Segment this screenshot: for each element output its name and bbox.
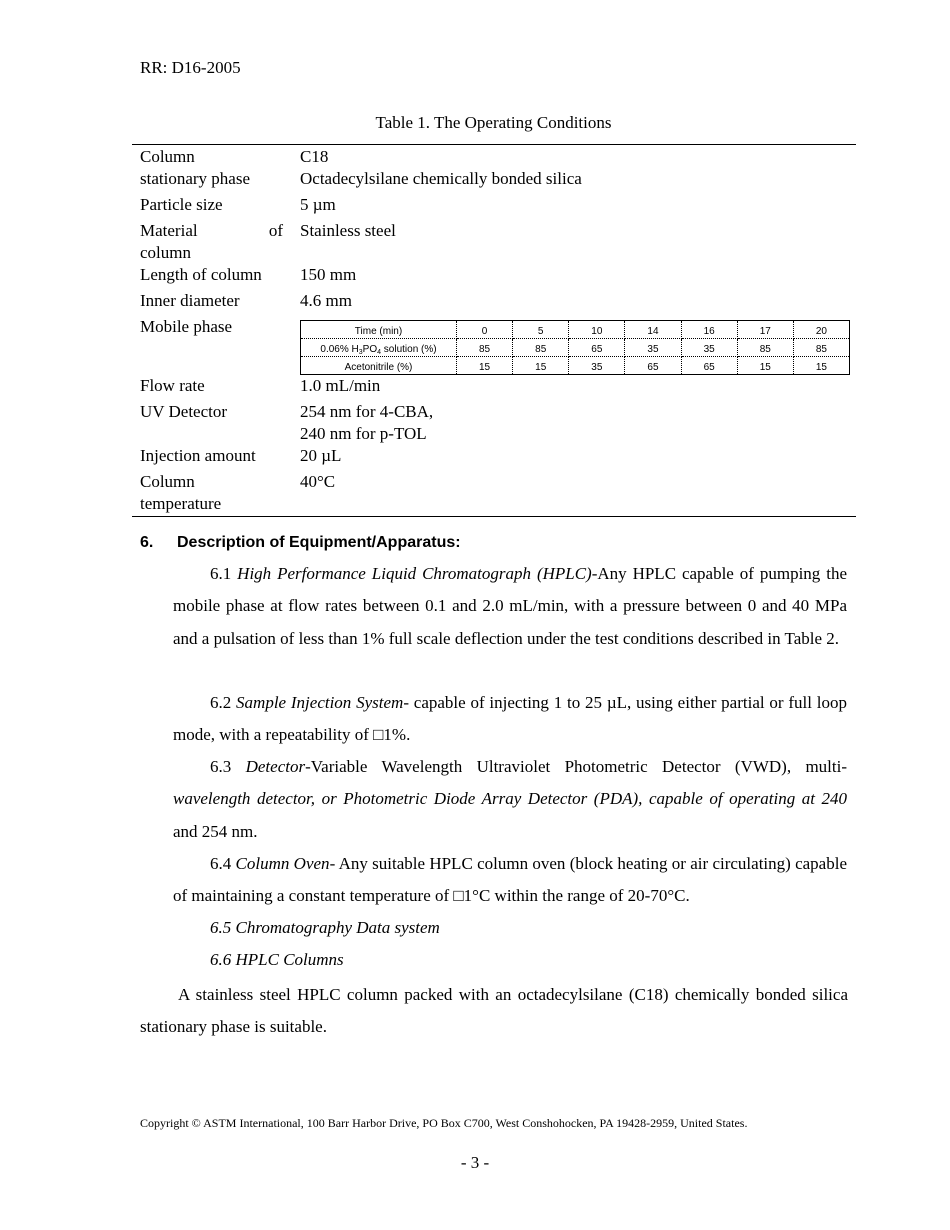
- row-label: [132, 216, 291, 264]
- table-row: [132, 397, 856, 445]
- paragraph-6-1: 6.1 High Performance Liquid Chromatograph (HPLC)-Any HPLC capable of pumping the mobile phase at flow rates between 0.1 and 2.0 mL/min, with a pressure between 0 and 40 MPa and a pulsation of less than 1% full scale deflection under the test conditions described in Table 2.: [173, 564, 847, 648]
- table-caption: Table 1. The Operating Conditions: [375, 113, 612, 132]
- table-row: [132, 286, 856, 312]
- gradient-cell: 14: [625, 321, 681, 339]
- table-row: [132, 216, 856, 264]
- table-row: [132, 445, 856, 467]
- gradient-cell: 15: [457, 357, 513, 375]
- row-value: 254 nm for 4-CBA, 240 nm for p-TOL: [300, 402, 434, 443]
- row-value: C18: [300, 147, 329, 166]
- row-value: 4.6 mm: [300, 291, 352, 310]
- mobile-phase-gradient-table: [300, 320, 850, 375]
- row-value: 1.0 mL/min: [300, 376, 381, 395]
- gradient-cell: 85: [513, 339, 569, 357]
- gradient-label: 0.06% $H_3PO_4$ solution (%): [301, 339, 457, 357]
- row-value: 20 µL: [300, 446, 342, 465]
- mobile-phase-cell: [291, 312, 856, 375]
- gradient-cell: 5: [513, 321, 569, 339]
- row-label: Column temperature: [140, 472, 222, 513]
- gradient-cell: 85: [737, 339, 793, 357]
- gradient-row-time: [301, 321, 850, 339]
- table-row: [132, 312, 856, 375]
- label-word: Material: [140, 221, 198, 240]
- row-label: Particle size: [140, 195, 223, 214]
- row-label: Flow rate: [140, 376, 205, 395]
- label-word: of: [268, 221, 283, 240]
- gradient-cell: 15: [737, 357, 793, 375]
- gradient-cell: 10: [569, 321, 625, 339]
- row-label: stationary phase: [140, 169, 250, 188]
- table-row: [132, 168, 856, 190]
- row-value: 5 µm: [300, 195, 336, 214]
- gradient-cell: 85: [793, 339, 849, 357]
- copyright-notice: Copyright © ASTM International, 100 Barr Harbor Drive, PO Box C700, West Conshohocken, PA 19428-2959, United States.: [140, 1116, 748, 1130]
- table-row: [132, 190, 856, 216]
- row-label: Inner diameter: [140, 291, 240, 310]
- table-row: [132, 145, 856, 169]
- gradient-cell: 85: [457, 339, 513, 357]
- gradient-cell: 35: [681, 339, 737, 357]
- row-value: Stainless steel: [300, 221, 396, 240]
- table-row: [132, 264, 856, 286]
- gradient-cell: 20: [793, 321, 849, 339]
- gradient-row-h3po4: [301, 339, 850, 357]
- operating-conditions-table: [132, 144, 856, 517]
- gradient-cell: 0: [457, 321, 513, 339]
- gradient-cell: 65: [625, 357, 681, 375]
- row-value: Octadecylsilane chemically bonded silica: [300, 169, 582, 188]
- page-number: - 3 -: [460, 1153, 490, 1172]
- gradient-cell: 15: [513, 357, 569, 375]
- row-label: UV Detector: [140, 402, 228, 421]
- gradient-cell: 17: [737, 321, 793, 339]
- gradient-cell: 16: [681, 321, 737, 339]
- row-value: 40°C: [300, 472, 336, 491]
- paragraph-hplc-columns: A stainless steel HPLC column packed with an octadecylsilane (C18) chemically bonded silica stationary phase is suitable.: [140, 985, 848, 1036]
- gradient-row-acetonitrile: [301, 357, 850, 375]
- row-label: Column: [140, 147, 195, 166]
- section-number: 6.: [140, 534, 154, 551]
- table-row: [132, 375, 856, 397]
- gradient-label: Time (min): [301, 321, 457, 339]
- paragraph-6-4: 6.4 Column Oven- Any suitable HPLC column oven (block heating or air circulating) capable of maintaining a constant temperature of □1°C within the range of 20-70°C.: [173, 854, 847, 906]
- row-label: Injection amount: [140, 446, 256, 465]
- gradient-cell: 65: [681, 357, 737, 375]
- paragraph-6-2: 6.2 Sample Injection System- capable of injecting 1 to 25 µL, using either partial or full loop mode, with a repeatability of □1%.: [173, 693, 847, 745]
- row-value: 150 mm: [300, 265, 357, 284]
- document-id-header: RR: D16-2005: [140, 58, 241, 77]
- gradient-cell: 65: [569, 339, 625, 357]
- row-label: Mobile phase: [140, 317, 233, 336]
- gradient-label: Acetonitrile (%): [301, 357, 457, 375]
- row-label: Length of column: [140, 265, 262, 284]
- section-heading: [140, 534, 461, 552]
- label-word: column: [140, 243, 191, 262]
- section-title: Description of Equipment/Apparatus:: [177, 534, 461, 551]
- subsection-6-6: 6.6 HPLC Columns: [210, 950, 344, 969]
- gradient-cell: 35: [569, 357, 625, 375]
- subsection-6-5: 6.5 Chromatography Data system: [210, 918, 440, 937]
- gradient-cell: 15: [793, 357, 849, 375]
- gradient-cell: 35: [625, 339, 681, 357]
- table-row: [132, 467, 856, 517]
- paragraph-6-3: 6.3 Detector-Variable Wavelength Ultraviolet Photometric Detector (VWD), multi- wavelength detector, or Photometric Diode Array Detector (PDA), capable of operating at 240 and 254 nm.: [173, 757, 847, 841]
